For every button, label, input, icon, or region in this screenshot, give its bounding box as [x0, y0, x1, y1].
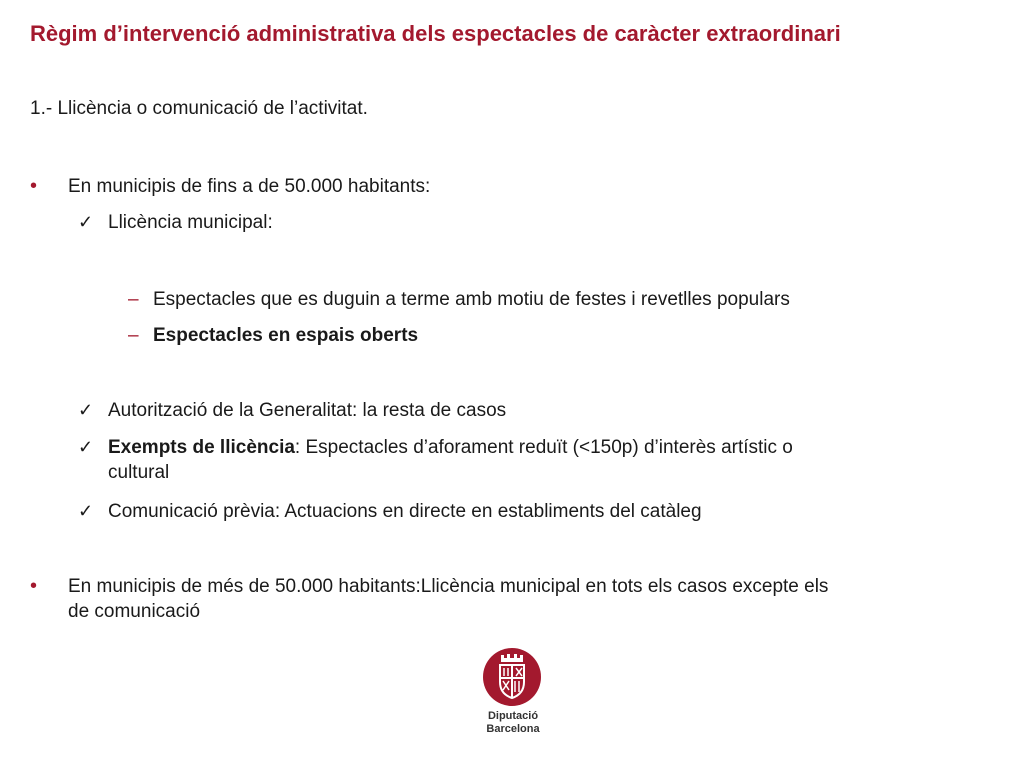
- bullet-text: En municipis de més de 50.000 habitants:Llicència municipal en tots els casos excepte els: [68, 576, 829, 597]
- check-icon: ✓: [78, 212, 94, 232]
- bullet-text-continued: de comunicació: [68, 601, 201, 622]
- check-icon: ✓: [78, 400, 94, 420]
- diputacio-barcelona-emblem-icon: [483, 648, 541, 706]
- logo-line-1: Diputació: [487, 710, 539, 722]
- logo-text: [478, 710, 548, 736]
- dash-icon: –: [128, 289, 139, 310]
- check-text: Llicència municipal:: [108, 212, 273, 233]
- dash-text: Espectacles en espais oberts: [153, 325, 419, 346]
- check-text: Autorització de la Generalitat: la resta de casos: [108, 400, 507, 421]
- bullet-text: En municipis de fins a de 50.000 habitants:: [68, 176, 431, 197]
- bullet-icon: •: [30, 575, 38, 597]
- check-icon: ✓: [78, 437, 94, 457]
- dash-text: Espectacles que es duguin a terme amb motiu de festes i revetlles populars: [153, 289, 790, 310]
- exempt-label: Exempts de llicència: [108, 437, 295, 458]
- logo-line-2: Barcelona: [486, 723, 540, 735]
- check-text-continued: cultural: [108, 462, 170, 483]
- exempt-description: : Espectacles d’aforament reduït (<150p) d’interès artístic o: [294, 437, 793, 458]
- bullet-icon: •: [30, 175, 38, 197]
- dash-icon: –: [128, 325, 139, 346]
- emblem-graphic: [483, 648, 541, 706]
- section-heading: 1.- Llicència o comunicació de l’activitat.: [30, 98, 368, 119]
- check-text: [108, 435, 988, 460]
- check-icon: ✓: [78, 501, 94, 521]
- diputacio-logo: [478, 648, 548, 743]
- check-text: Comunicació prèvia: Actuacions en directe en establiments del catàleg: [108, 501, 702, 522]
- slide-title: Règim d’intervenció administrativa dels espectacles de caràcter extraordinari: [30, 21, 841, 46]
